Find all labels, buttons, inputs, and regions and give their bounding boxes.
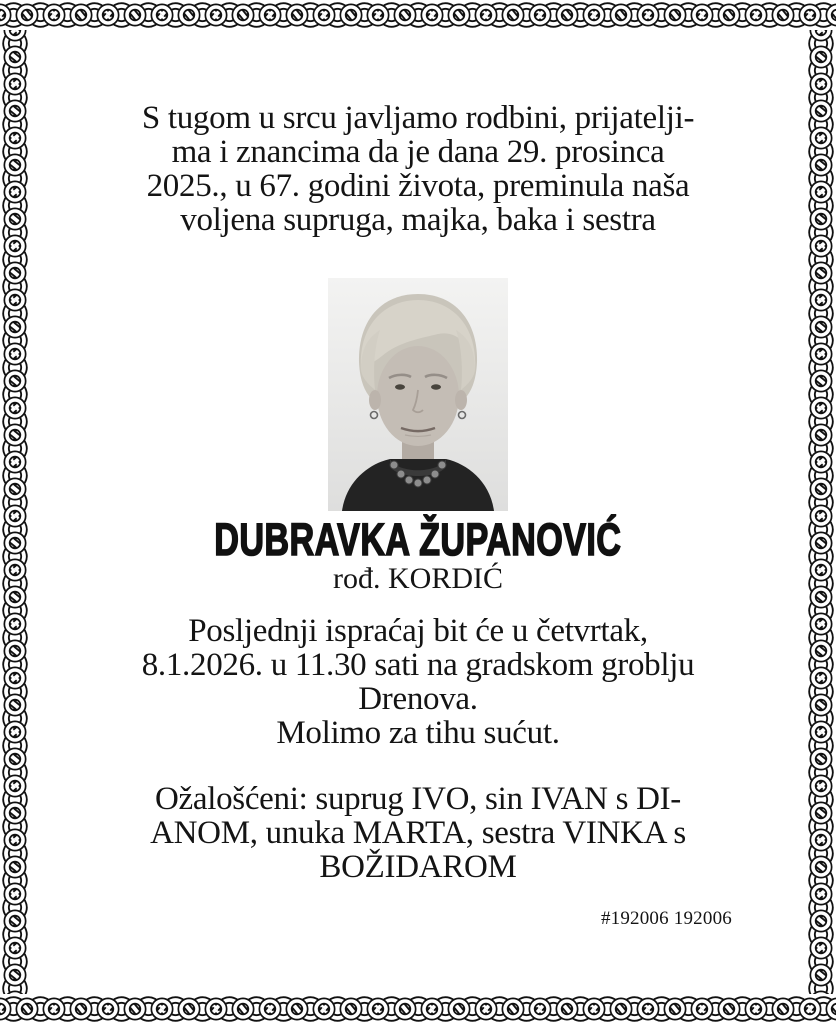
deceased-photo [328,278,508,511]
farewell-line: Drenova. [358,681,478,717]
mourners-paragraph [70,782,766,884]
mourners-line: ANOM, unuka MARTA, sestra VINKA s [150,815,686,851]
intro-line: 2025., u 67. godini života, preminula naša [146,168,690,204]
farewell-line: 8.1.2026. u 11.30 sati na gradskom groblju [141,647,695,683]
farewell-line: Posljednji ispraćaj bit će u četvrtak, [188,613,648,649]
intro-line: voljena supruga, majka, baka i sestra [180,202,656,238]
border-top [0,0,836,30]
mourners-line: BOŽIDAROM [319,849,517,885]
reference-number: #192006 192006 [600,908,732,929]
border-left [0,30,30,994]
intro-paragraph [70,101,766,237]
border-right [806,30,836,994]
deceased-name-block [70,514,766,565]
deceased-name: DUBRAVKA ŽUPANOVIĆ [214,514,622,565]
mourners-line: Ožalošćeni: suprug IVO, sin IVAN s DI- [155,781,681,817]
intro-line: ma i znancima da je dana 29. prosinca [171,134,665,170]
ear-left [369,390,381,410]
border-bottom [0,994,836,1024]
ear-right [455,390,467,410]
eye-right [431,384,441,389]
eye-left [395,384,405,389]
maiden-name: rođ. KORDIĆ [333,562,503,595]
farewell-paragraph [70,614,766,750]
intro-line: S tugom u srcu javljamo rodbini, prijatelji- [141,100,695,136]
portrait-illustration [328,278,508,511]
farewell-line: Molimo za tihu sućut. [276,715,560,751]
